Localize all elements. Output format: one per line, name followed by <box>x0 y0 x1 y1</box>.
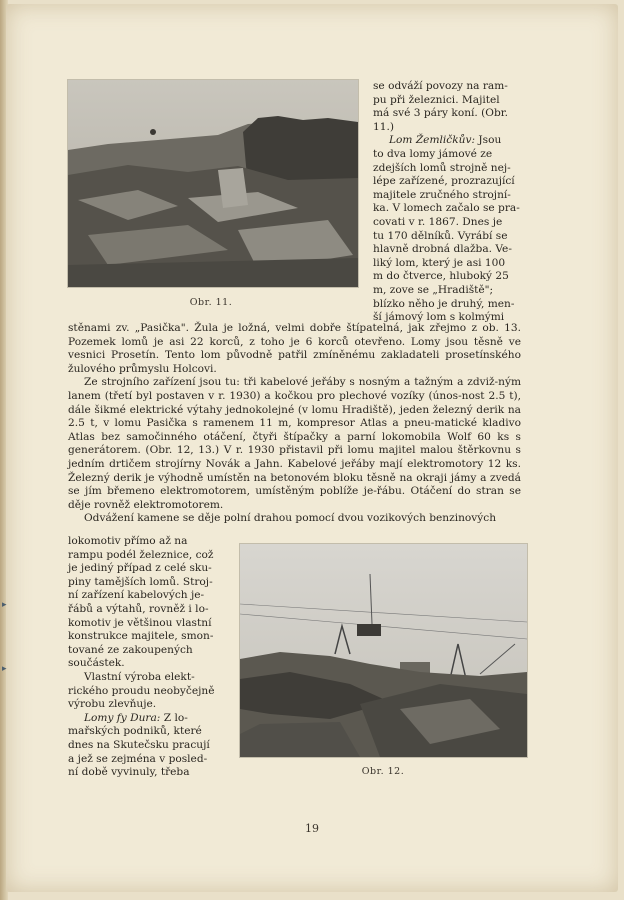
margin-mark-icon: ▸ <box>2 600 7 610</box>
zemlicku-line: zdejších lomů strojně nej- <box>373 161 511 174</box>
left-column-line: rického proudu neobyčejně <box>68 684 215 697</box>
dura-line: dnes na Skutečsku pracují <box>68 738 210 751</box>
zemlicku-line: ka. V lomech začalo se pra- <box>373 202 520 215</box>
zemlicku-line: m do čtverce, hluboký 25 <box>373 270 509 283</box>
figure-12-photo <box>240 544 527 757</box>
left-column-line: komotiv je většinou vlastní <box>68 616 212 629</box>
zemlicku-paragraph-start <box>373 134 521 148</box>
left-column-line: součástek. <box>68 657 125 670</box>
page-number: 19 <box>305 822 319 835</box>
left-column-line: lokomotiv přímo až na <box>68 535 188 547</box>
left-column-line: výrobu zlevňuje. <box>68 698 157 711</box>
left-column-line: konstrukce majitele, smon- <box>68 630 214 643</box>
right-column-text <box>373 80 521 325</box>
margin-mark-icon: ▸ <box>2 664 7 674</box>
left-column-text <box>68 535 218 780</box>
figure-11-photo <box>68 80 358 287</box>
left-column-line: je jediný případ z celé sku- <box>68 562 212 575</box>
dura-heading: Lomy fy Dura: <box>84 711 161 724</box>
left-column-line: tované ze zakoupených <box>68 643 193 656</box>
full-width-text <box>68 322 521 526</box>
zemlicku-line: majitele zručného strojní- <box>373 188 511 201</box>
zemlicku-line: liký lom, který je asi 100 <box>373 256 506 269</box>
zemlicku-line: m, zove se „Hradiště"; <box>373 283 494 296</box>
right-column-line: 11.) <box>373 120 394 133</box>
zemlicku-line: lépe zařízené, prozrazující <box>373 175 515 188</box>
zemlicku-line: hlavně drobná dlažba. Ve- <box>373 243 512 256</box>
right-column-line: se odváží povozy na ram- <box>373 80 508 92</box>
zemlicku-line: tu 170 dělníků. Vyrábí se <box>373 229 508 242</box>
zemlicku-line: blízko něho je druhý, men- <box>373 297 515 310</box>
left-column-line: řábů a výtahů, rovněž i lo- <box>68 602 209 615</box>
zemlicku-line: to dva lomy jámové ze <box>373 147 493 160</box>
figure-11-caption: Obr. 11. <box>189 297 233 308</box>
left-column-line: Vlastní výroba elekt- <box>84 670 195 683</box>
dura-line: Z lo- <box>163 711 188 724</box>
left-column-line: rampu podél železnice, což <box>68 548 214 561</box>
figure-12-caption: Obr. 12. <box>361 766 405 777</box>
dura-line: a jež se zejména v posled- <box>68 752 208 765</box>
right-column-line: pu při železnici. Majitel <box>373 93 500 106</box>
left-column-line: ní zařízení kabelových je- <box>68 589 205 602</box>
zemlicku-line: Jsou <box>478 134 502 147</box>
paragraph-pasicka: stěnami zv. „Pasička". Žula je ložná, velmi dobře štípatelná, jak zřejmo z ob. 13. Pozemek lomů je asi 22 korců, z toho je 6 korců otevřeno. Lomy jsou těsně ve vesnici Prosetín. Tento lom původně patřil zmíněnému zakladateli prosetínského žulového průmyslu Holcovi. <box>68 322 521 375</box>
dura-line: mařských podniků, které <box>68 725 202 738</box>
dura-paragraph-start <box>68 712 218 726</box>
zemlicku-heading: Lom Žemličkův: <box>389 134 476 147</box>
paragraph-transport: Odvážení kamene se děje polní drahou pomocí dvou vozikových benzinových <box>84 512 497 525</box>
zemlicku-line: covati v r. 1867. Dnes je <box>373 215 503 228</box>
left-column-line: piny tamějších lomů. Stroj- <box>68 575 213 588</box>
right-column-line: má své 3 páry koní. (Obr. <box>373 107 509 120</box>
zemlicku-line: ší jámový lom s kolmými <box>373 311 505 324</box>
dura-line: ní době vyvinuly, třeba <box>68 766 190 779</box>
document-page <box>6 4 618 892</box>
paragraph-equipment: Ze strojního zařízení jsou tu: tři kabelové jeřáby s nosným a tažným a zdviž-ným lanem (třetí byl postaven v r. 1930) a kočkou pro plechové vozíky (únos-nost 2.5 t), dále šikmé elektrické výtahy jednokolejné (v lomu Hradiště), jeden železný derik na 2.5 t, v lomu Pasička s ramenem 11 m, kompresor Atlas a pneu-matické kladivo Atlas bez samočinného otáčení, čtyři štípačky a parní lokomobila Wolf 60 ks s generátorem. (Obr. 12, 13.) V r. 1930 přistavil při lomu majitel malou štěrkovnu s jedním drtičem strojírny Novák a Jahn. Kabelové jeřáby mají elektromotory 12 ks. Železný derik je výhodně umístěn na betonovém bloku těsně na okraji jámy a zvedá se jím břemeno elektromotorem, umístěným poblíže je-řábu. Otáčení do stran se děje rovněž elektromotorem. <box>68 376 521 511</box>
